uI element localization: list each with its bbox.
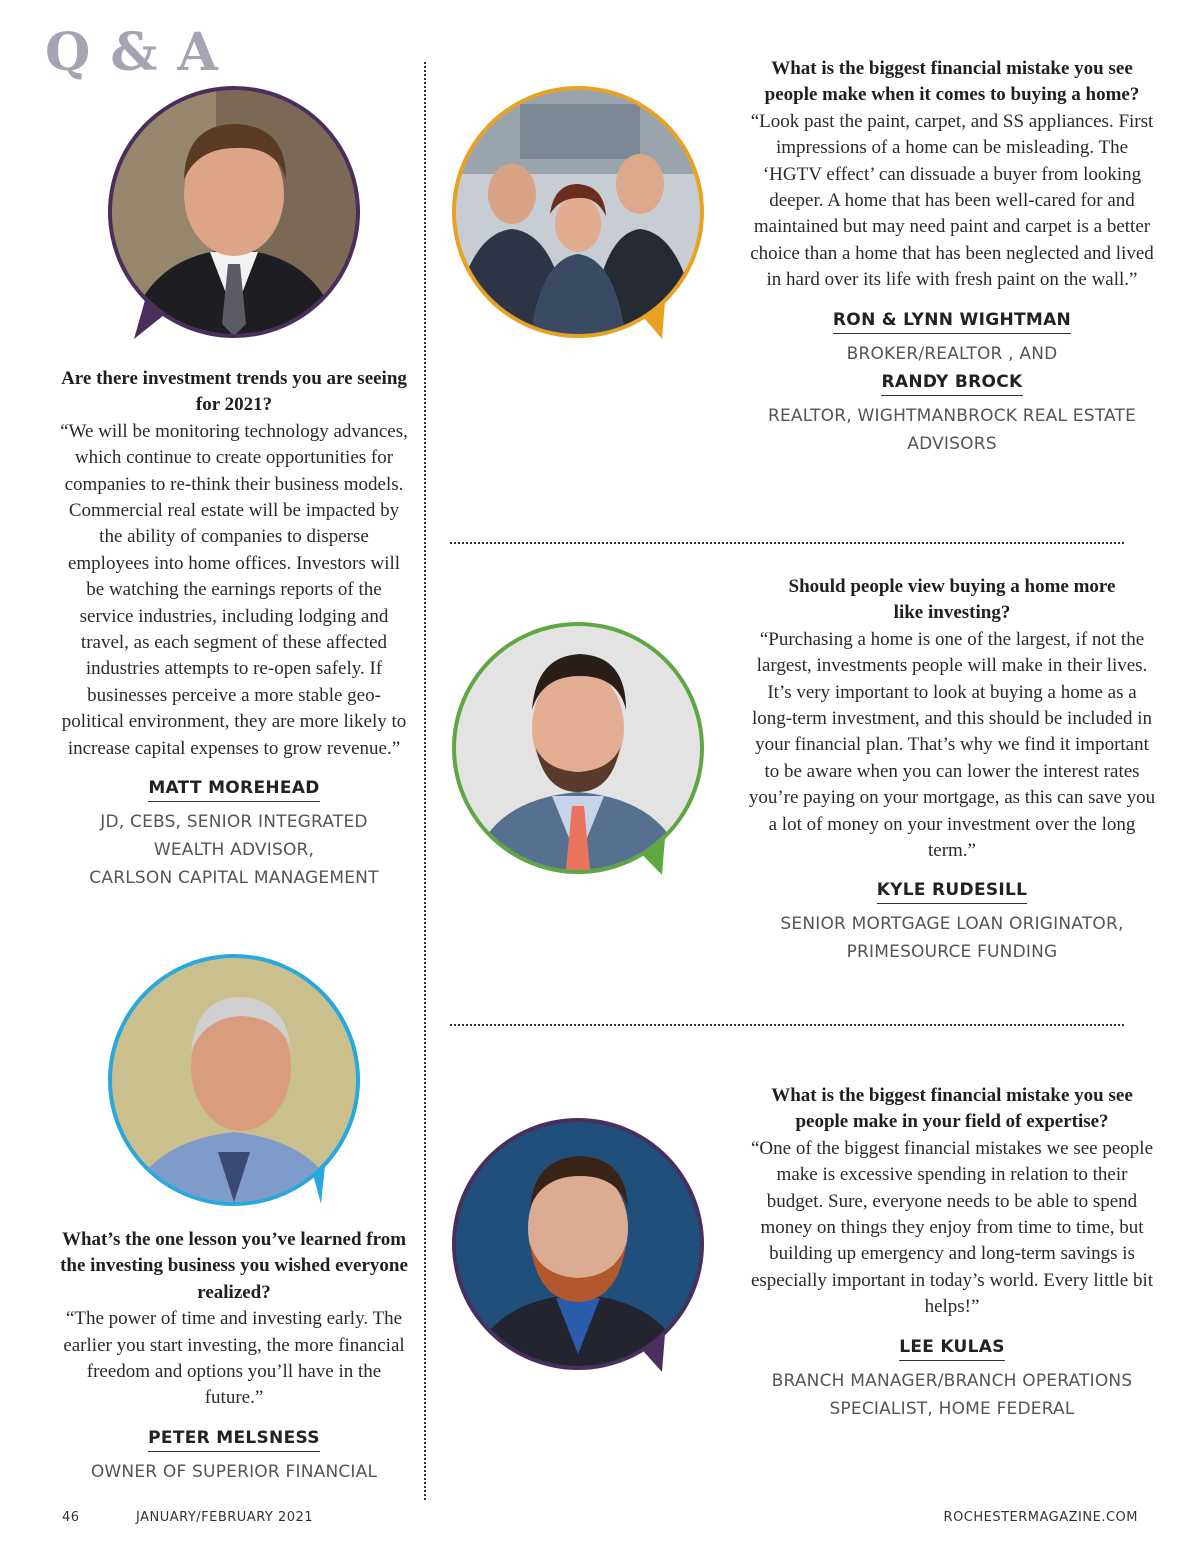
qa-entry-kyle-rudesill (748, 574, 1156, 966)
person-name: LEE KULAS (899, 1337, 1005, 1361)
person-title-secondary: REALTOR, WIGHTMANBROCK REAL ESTATE ADVISORS (767, 405, 1137, 454)
lee-kulas-photo (450, 1116, 706, 1372)
person-title: BRANCH MANAGER/BRANCH OPERATIONS SPECIALIST, HOME FEDERAL (771, 1370, 1133, 1419)
person-title: OWNER OF SUPERIOR FINANCIAL (90, 1461, 378, 1482)
answer: “One of the biggest financial mistakes we see people make is excessive spending in relation to their budget. Sure, everyone needs to be able to spend money on things they enjoy from time to time, but building up emergency and long-term savings is especially important in today’s world. Every little bit helps!” (750, 1137, 1154, 1318)
wightman-brock-team-photo (450, 84, 706, 340)
section-divider (450, 542, 1124, 544)
person-name: RON & LYNN WIGHTMAN (833, 310, 1071, 334)
matt-morehead-photo (106, 84, 362, 340)
qa-entry-matt-morehead (60, 366, 408, 892)
person-title: SENIOR MORTGAGE LOAN ORIGINATOR, PRIMESOURCE FUNDING (780, 914, 1124, 963)
question: What is the biggest financial mistake you see people make when it comes to buying a home? (764, 58, 1140, 106)
issue-date: JANUARY/FEBRUARY 2021 (136, 1510, 314, 1525)
person-title: JD, CEBS, SENIOR INTEGRATED WEALTH ADVISOR, CARLSON CAPITAL MANAGEMENT (89, 812, 379, 889)
column-divider (424, 62, 426, 1500)
answer: “The power of time and investing early. The earlier you start investing, the more financial freedom and options you’ll have in the future.” (63, 1308, 405, 1409)
answer: “We will be monitoring technology advances, which continue to create opportunities for companies to re-think their business models. Commercial real estate will be impacted by the ability of companies to disperse employees into home offices. Investors will be watching the earnings reports of the service industries, including lodging and travel, as each segment of these affected industries attempts to re-open safely. If businesses perceive a more stable geo-political environment, they are more likely to increase capital expenses to grow revenue.” (60, 420, 408, 759)
kyle-rudesill-photo (450, 620, 706, 876)
website-url: ROCHESTERMAGAZINE.COM (943, 1510, 1138, 1525)
question: What’s the one lesson you’ve learned from the investing business you wished everyone realized? (60, 1229, 408, 1303)
question: Are there investment trends you are seeing for 2021? (61, 368, 407, 416)
question: What is the biggest financial mistake you see people make in your field of expertise? (771, 1085, 1133, 1133)
person-name-secondary: RANDY BROCK (881, 372, 1022, 396)
section-divider (450, 1024, 1124, 1026)
person-title: BROKER/REALTOR , AND (846, 343, 1058, 364)
page-number: 46 (62, 1510, 80, 1525)
person-name: PETER MELSNESS (148, 1428, 320, 1452)
answer: “Purchasing a home is one of the largest, if not the largest, investments people will make in their lives. It’s very important to look at buying a home as a long-term investment, and this should be included in your financial plan. That’s why we find it important to be aware when you can lower the interest rates you’re paying on your mortgage, as this can save you a lot of money on your investment over the long term.” (748, 628, 1156, 862)
qa-entry-lee-kulas (748, 1083, 1156, 1423)
person-name: KYLE RUDESILL (877, 880, 1028, 904)
qa-entry-wightman-brock (748, 56, 1156, 458)
section-title: Q & A (45, 22, 219, 83)
person-name: MATT MOREHEAD (148, 778, 319, 802)
answer: “Look past the paint, carpet, and SS appliances. First impressions of a home can be misleading. The ‘HGTV effect’ can dissuade a buyer from looking deeper. A home that has been well-cared for and maintained but may need paint and carpet is a better choice than a home that has been neglected and lived in hard over its life with fresh paint on the wall.” (750, 110, 1154, 291)
question: Should people view buying a home more like investing? (788, 576, 1116, 624)
peter-melsness-photo (106, 952, 362, 1208)
qa-entry-peter-melsness (60, 1227, 408, 1486)
